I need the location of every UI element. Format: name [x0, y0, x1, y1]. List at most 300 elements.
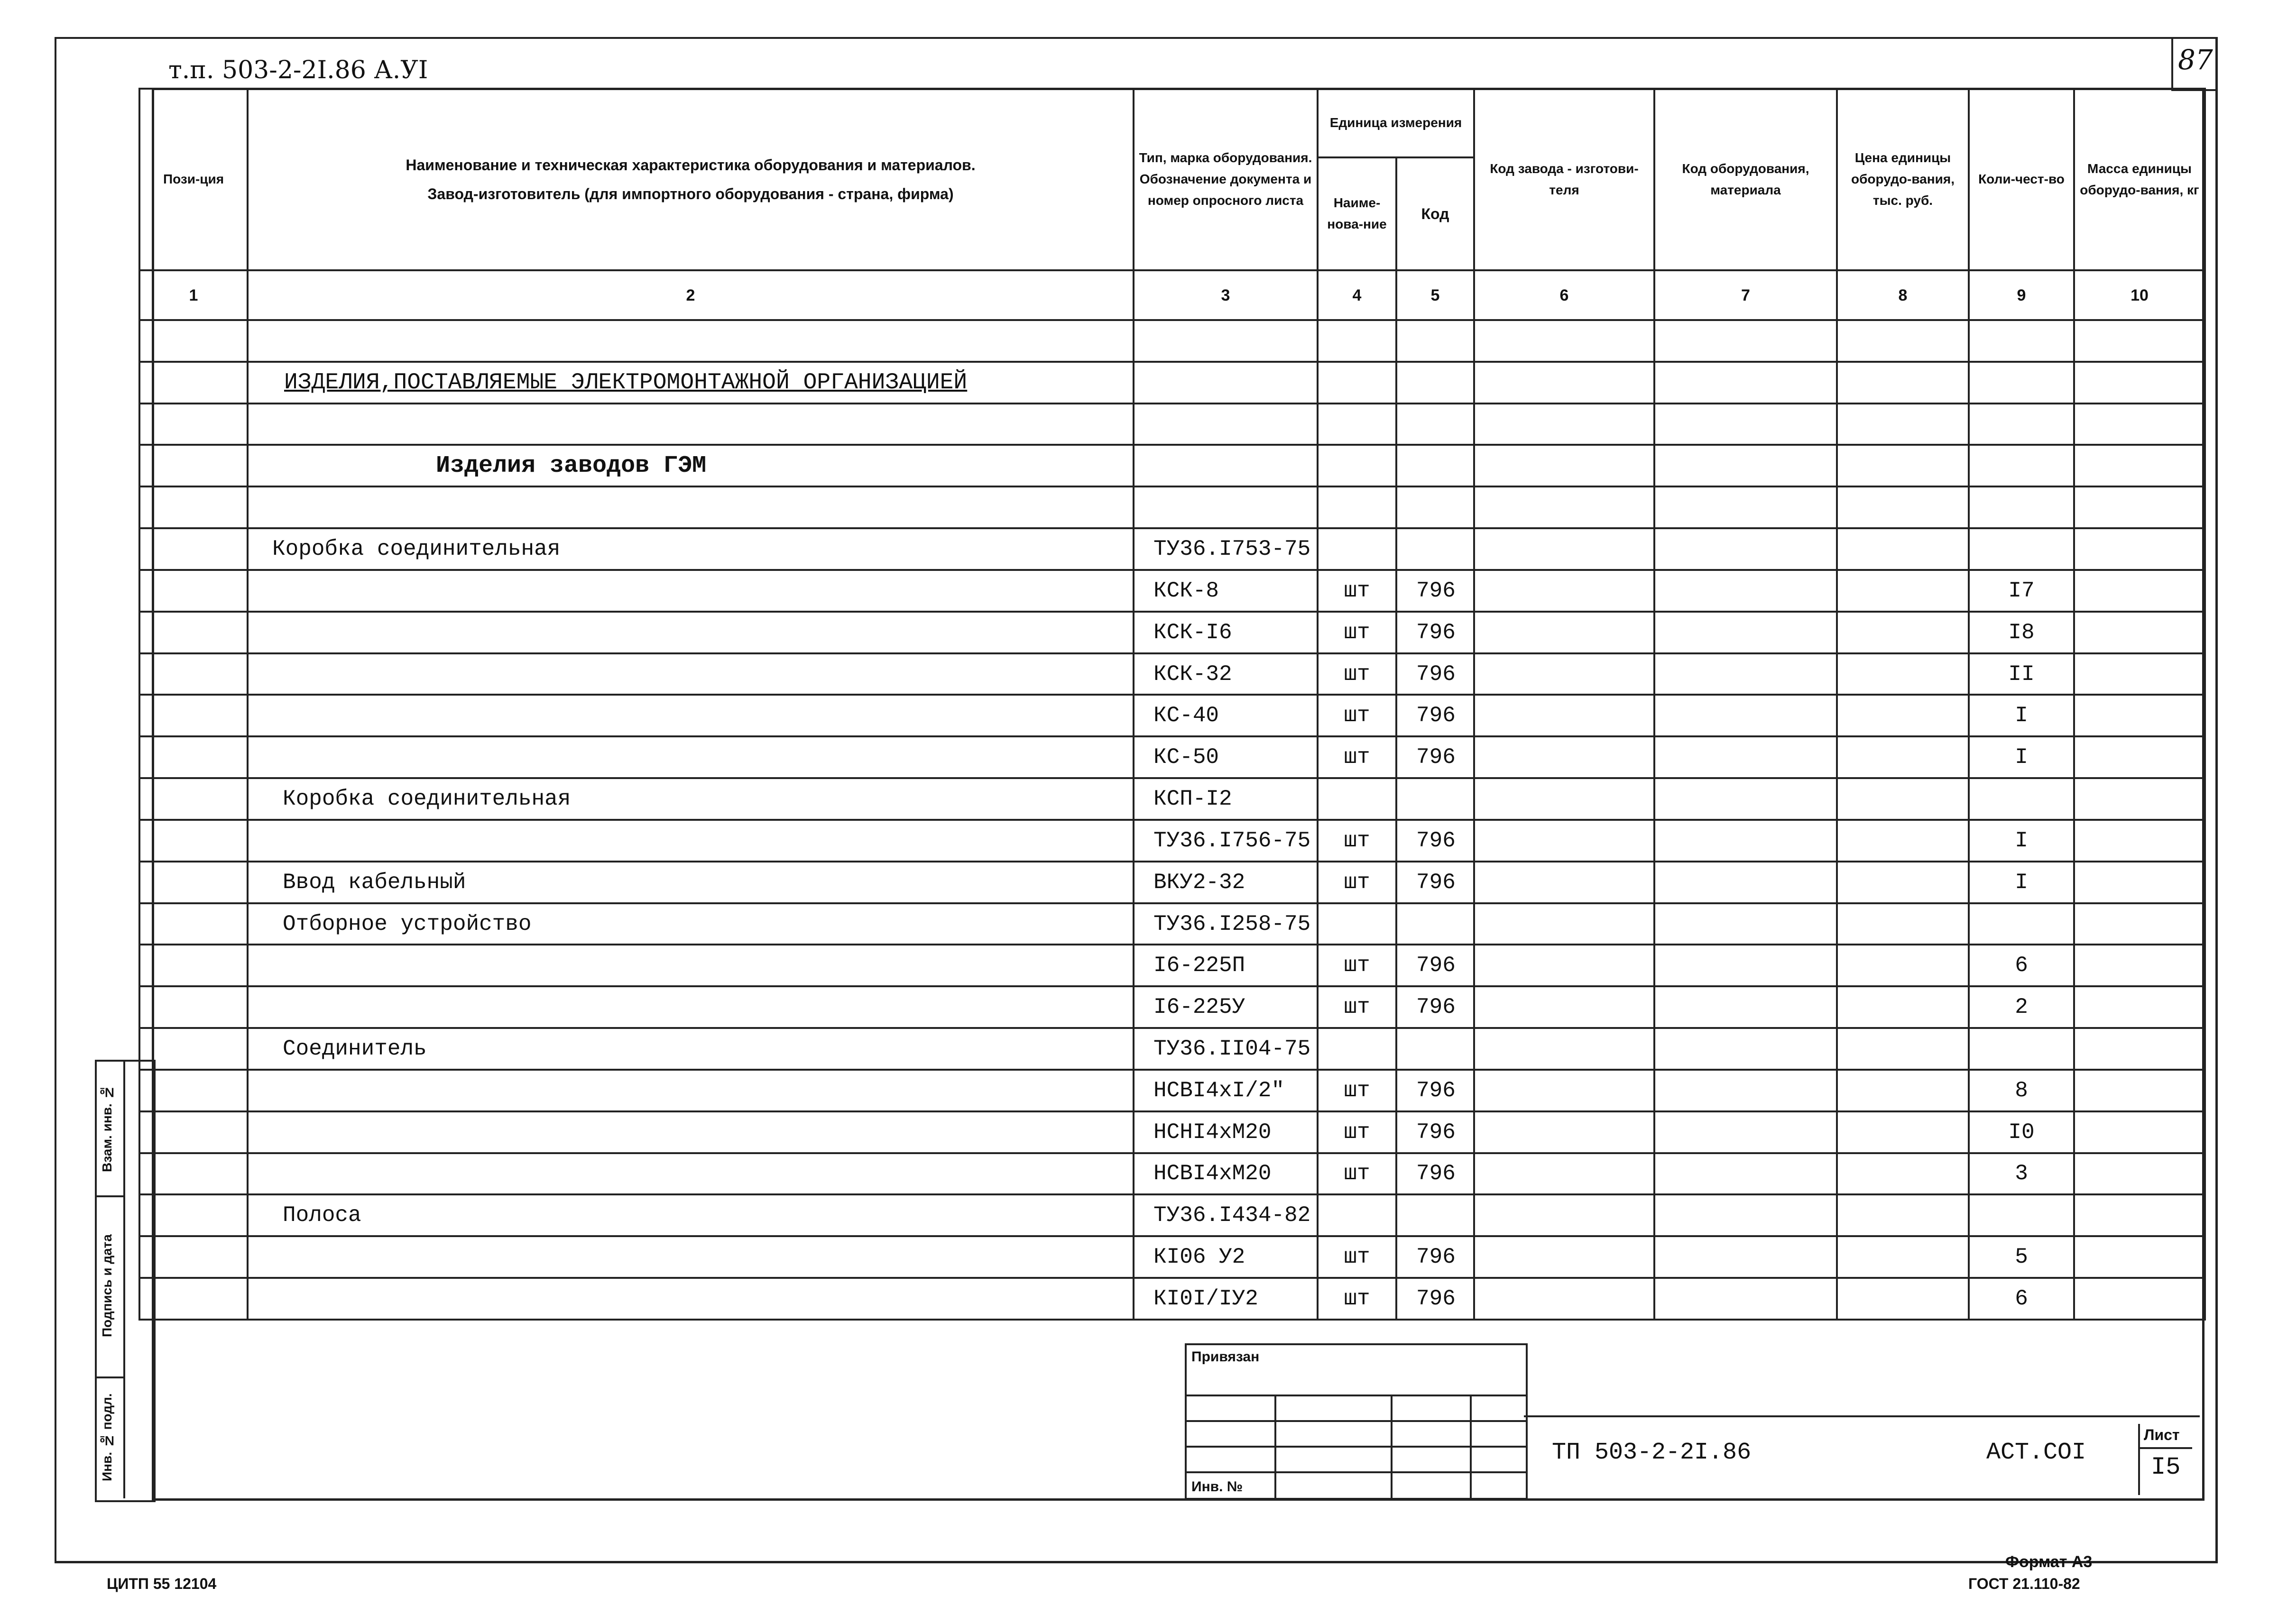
- table-row: [139, 1278, 2205, 1320]
- cell-maker-code: [1474, 1153, 1654, 1195]
- cell-position: [139, 528, 248, 570]
- table-row: [139, 1194, 2205, 1236]
- cell-quantity: [1969, 528, 2074, 570]
- cell-unit: [1318, 778, 1396, 820]
- cell-maker-code: [1474, 695, 1654, 736]
- table-row: [139, 862, 2205, 903]
- cell-maker-code: [1474, 1236, 1654, 1278]
- cell-quantity: [1969, 445, 2074, 486]
- cell-equip-code: [1654, 1194, 1837, 1236]
- cell-position: [139, 445, 248, 486]
- table-row: [139, 362, 2205, 404]
- table-row: [139, 528, 2205, 570]
- table-row: [139, 778, 2205, 820]
- cell-quantity-text: I: [2015, 745, 2028, 770]
- cell-price: [1837, 778, 1969, 820]
- cell-name: [248, 528, 1134, 570]
- cell-unit-code: [1396, 820, 1474, 862]
- cell-quantity-text: 2: [2015, 995, 2028, 1020]
- cell-unit-code: [1396, 1070, 1474, 1111]
- cell-unit-text: шт: [1344, 745, 1370, 770]
- cell-unit: [1318, 404, 1396, 445]
- cell-maker-code: [1474, 1194, 1654, 1236]
- cell-equip-code: [1654, 695, 1837, 736]
- cell-unit: [1318, 1236, 1396, 1278]
- cell-price: [1837, 570, 1969, 612]
- col-number: 6: [1474, 270, 1654, 320]
- cell-type: [1134, 362, 1318, 404]
- cell-maker-code: [1474, 778, 1654, 820]
- cell-unit-code: [1396, 320, 1474, 362]
- cell-unit-text: шт: [1344, 1078, 1370, 1103]
- cell-unit-code-text: 796: [1416, 1161, 1456, 1186]
- cell-mass: [2074, 736, 2205, 778]
- table-row: [139, 736, 2205, 778]
- cell-type: [1134, 903, 1318, 945]
- cell-unit: [1318, 362, 1396, 404]
- cell-equip-code: [1654, 1028, 1837, 1070]
- cell-unit-code-text: 796: [1416, 1286, 1456, 1312]
- cell-mass: [2074, 612, 2205, 653]
- cell-quantity: [1969, 612, 2074, 653]
- cell-equip-code: [1654, 945, 1837, 986]
- cell-quantity-text: 6: [2015, 953, 2028, 978]
- cell-name: [248, 404, 1134, 445]
- cell-type-text: НСНI4хМ20: [1153, 1119, 1272, 1145]
- cell-mass: [2074, 570, 2205, 612]
- cell-mass: [2074, 320, 2205, 362]
- cell-name: [248, 736, 1134, 778]
- cell-type: [1134, 1194, 1318, 1236]
- col-number: 2: [248, 270, 1134, 320]
- cell-name: [248, 945, 1134, 986]
- cell-type: [1134, 1153, 1318, 1195]
- cell-position: [139, 1194, 248, 1236]
- specification-table: [138, 88, 2206, 1321]
- cell-name: [248, 1028, 1134, 1070]
- cell-type: [1134, 320, 1318, 362]
- cell-maker-code: [1474, 945, 1654, 986]
- cell-unit-code: [1396, 1111, 1474, 1153]
- cell-equip-code: [1654, 736, 1837, 778]
- title-block-rule: [1524, 1415, 2200, 1417]
- cell-unit-code: [1396, 612, 1474, 653]
- cell-price: [1837, 945, 1969, 986]
- cell-unit: [1318, 445, 1396, 486]
- cell-name: [248, 903, 1134, 945]
- cell-unit: [1318, 486, 1396, 528]
- cell-mass: [2074, 1111, 2205, 1153]
- cell-type-text: КСК-32: [1153, 661, 1232, 687]
- cell-unit-code: [1396, 695, 1474, 736]
- cell-unit: [1318, 1194, 1396, 1236]
- cell-type: [1134, 862, 1318, 903]
- cell-maker-code: [1474, 1070, 1654, 1111]
- cell-type-text: КI0I/IУ2: [1153, 1286, 1258, 1312]
- cell-position: [139, 862, 248, 903]
- sidebar-orig-inv-label: Инв. № подл.: [100, 1393, 114, 1482]
- cell-unit: [1318, 903, 1396, 945]
- cell-unit-code-text: 796: [1416, 578, 1456, 603]
- cell-unit: [1318, 612, 1396, 653]
- cell-mass: [2074, 903, 2205, 945]
- cell-type-text: КС-40: [1153, 703, 1219, 728]
- cell-price: [1837, 862, 1969, 903]
- cell-name: [248, 445, 1134, 486]
- cell-position: [139, 820, 248, 862]
- stamp-linked-label: Привязан: [1191, 1349, 1260, 1365]
- cell-maker-code: [1474, 445, 1654, 486]
- cell-quantity-text: 5: [2015, 1245, 2028, 1270]
- cell-position: [139, 1153, 248, 1195]
- cell-unit-code-text: 796: [1416, 1078, 1456, 1103]
- cell-unit-code: [1396, 778, 1474, 820]
- cell-name: [248, 1111, 1134, 1153]
- cell-unit-code: [1396, 404, 1474, 445]
- cell-price: [1837, 1194, 1969, 1236]
- col-header-type: Тип, марка оборудования. Обозначение документа и номер опросного листа: [1134, 89, 1318, 270]
- sidebar-sign-date-label: Подпись и дата: [100, 1234, 114, 1338]
- cell-equip-code: [1654, 362, 1837, 404]
- cell-maker-code: [1474, 570, 1654, 612]
- cell-price: [1837, 986, 1969, 1028]
- cell-unit-code: [1396, 445, 1474, 486]
- cell-unit: [1318, 986, 1396, 1028]
- cell-equip-code: [1654, 528, 1837, 570]
- cell-equip-code: [1654, 404, 1837, 445]
- cell-maker-code: [1474, 362, 1654, 404]
- col-header-equip-code: Код оборудования, материала: [1654, 89, 1837, 270]
- cell-quantity: [1969, 736, 2074, 778]
- cell-unit-code-text: 796: [1416, 620, 1456, 645]
- cell-mass: [2074, 1236, 2205, 1278]
- cell-unit-text: шт: [1344, 578, 1370, 603]
- cell-maker-code: [1474, 820, 1654, 862]
- cell-quantity-text: 6: [2015, 1286, 2028, 1312]
- cell-maker-code: [1474, 612, 1654, 653]
- cell-mass: [2074, 862, 2205, 903]
- table-row: [139, 695, 2205, 736]
- cell-type: [1134, 486, 1318, 528]
- cell-mass: [2074, 404, 2205, 445]
- stamp-rule: [1187, 1471, 1526, 1473]
- cell-name: [248, 653, 1134, 695]
- cell-price: [1837, 820, 1969, 862]
- cell-unit-text: шт: [1344, 1245, 1370, 1270]
- sidebar-exchange-label: Взам. инв. №: [100, 1085, 114, 1172]
- page-number: 87: [2178, 44, 2213, 76]
- cell-price: [1837, 1236, 1969, 1278]
- cell-quantity: [1969, 986, 2074, 1028]
- cell-type: [1134, 528, 1318, 570]
- cell-price: [1837, 362, 1969, 404]
- col-number: 3: [1134, 270, 1318, 320]
- cell-equip-code: [1654, 653, 1837, 695]
- table-row: [139, 1236, 2205, 1278]
- cell-maker-code: [1474, 862, 1654, 903]
- cell-mass: [2074, 486, 2205, 528]
- cell-unit-code-text: 796: [1416, 995, 1456, 1020]
- cell-unit-code-text: 796: [1416, 703, 1456, 728]
- cell-type: [1134, 695, 1318, 736]
- cell-price: [1837, 695, 1969, 736]
- table-row: [139, 1153, 2205, 1195]
- cell-name-text: Соединитель: [283, 1036, 427, 1061]
- table-row: [139, 986, 2205, 1028]
- cell-equip-code: [1654, 820, 1837, 862]
- cell-unit-text: шт: [1344, 953, 1370, 978]
- cell-equip-code: [1654, 445, 1837, 486]
- cell-unit: [1318, 1028, 1396, 1070]
- cell-name-text: Ввод кабельный: [283, 870, 466, 895]
- cell-price: [1837, 1028, 1969, 1070]
- cell-position: [139, 612, 248, 653]
- cell-unit-code-text: 796: [1416, 870, 1456, 895]
- cell-type: [1134, 1278, 1318, 1320]
- cell-unit: [1318, 1111, 1396, 1153]
- cell-quantity: [1969, 1028, 2074, 1070]
- cell-unit-text: шт: [1344, 703, 1370, 728]
- cell-quantity-text: I: [2015, 828, 2028, 853]
- cell-equip-code: [1654, 1070, 1837, 1111]
- sidebar-cell: [97, 1062, 125, 1197]
- cell-unit-code: [1396, 1194, 1474, 1236]
- cell-unit-text: шт: [1344, 1286, 1370, 1312]
- cell-type-text: ТУ36.I434-82: [1153, 1203, 1311, 1228]
- table-row: [139, 1111, 2205, 1153]
- table-row: [139, 570, 2205, 612]
- cell-quantity: [1969, 778, 2074, 820]
- cell-quantity: [1969, 862, 2074, 903]
- cell-position: [139, 903, 248, 945]
- cell-quantity: [1969, 903, 2074, 945]
- cell-equip-code: [1654, 986, 1837, 1028]
- cell-position: [139, 653, 248, 695]
- cell-name-text: Отборное устройство: [283, 911, 532, 936]
- cell-name-text: ИЗДЕЛИЯ,ПОСТАВЛЯЕМЫЕ ЭЛЕКТРОМОНТАЖНОЙ ОРГАНИЗАЦИЕЙ: [284, 369, 968, 395]
- cell-unit-code: [1396, 903, 1474, 945]
- cell-type: [1134, 1028, 1318, 1070]
- cell-position: [139, 1278, 248, 1320]
- cell-name: [248, 570, 1134, 612]
- cell-unit-code: [1396, 1236, 1474, 1278]
- footer-format: Формат А3: [2005, 1553, 2093, 1571]
- cell-unit-code: [1396, 736, 1474, 778]
- cell-quantity: [1969, 945, 2074, 986]
- table-row: [139, 486, 2205, 528]
- cell-price: [1837, 1111, 1969, 1153]
- col-number: 1: [139, 270, 248, 320]
- cell-maker-code: [1474, 736, 1654, 778]
- cell-unit-code: [1396, 570, 1474, 612]
- cell-name: [248, 486, 1134, 528]
- cell-quantity-text: II: [2008, 661, 2035, 687]
- cell-unit-code: [1396, 1153, 1474, 1195]
- stamp-rule: [1187, 1420, 1526, 1422]
- table-body: [139, 320, 2205, 1320]
- cell-quantity: [1969, 362, 2074, 404]
- cell-unit-code-text: 796: [1416, 953, 1456, 978]
- cell-mass: [2074, 1070, 2205, 1111]
- cell-name: [248, 362, 1134, 404]
- cell-type-text: ВКУ2-32: [1153, 870, 1245, 895]
- col-number: 8: [1837, 270, 1969, 320]
- cell-name: [248, 1236, 1134, 1278]
- cell-price: [1837, 404, 1969, 445]
- cell-unit-code-text: 796: [1416, 828, 1456, 853]
- table-row: [139, 903, 2205, 945]
- cell-position: [139, 1236, 248, 1278]
- stamp-rule: [1187, 1446, 1526, 1448]
- cell-type-text: ТУ36.II04-75: [1153, 1036, 1311, 1061]
- cell-quantity: [1969, 570, 2074, 612]
- cell-position: [139, 1070, 248, 1111]
- cell-type: [1134, 404, 1318, 445]
- cell-type: [1134, 820, 1318, 862]
- cell-price: [1837, 445, 1969, 486]
- cell-name: [248, 612, 1134, 653]
- cell-unit: [1318, 862, 1396, 903]
- table-row: [139, 945, 2205, 986]
- cell-quantity: [1969, 1236, 2074, 1278]
- cell-unit: [1318, 695, 1396, 736]
- cell-name: [248, 778, 1134, 820]
- stamp-divider: [1274, 1395, 1276, 1498]
- title-block-sheet-code: АСТ.СОI: [1986, 1439, 2086, 1466]
- cell-unit-code: [1396, 1028, 1474, 1070]
- table-row: [139, 612, 2205, 653]
- cell-type: [1134, 570, 1318, 612]
- col-header-maker-code: Код завода - изготови-теля: [1474, 89, 1654, 270]
- cell-maker-code: [1474, 1028, 1654, 1070]
- cell-mass: [2074, 778, 2205, 820]
- cell-unit: [1318, 736, 1396, 778]
- footer-standard: ГОСТ 21.110-82: [1968, 1575, 2080, 1592]
- cell-position: [139, 486, 248, 528]
- cell-mass: [2074, 1028, 2205, 1070]
- table-row: [139, 653, 2205, 695]
- cell-name: [248, 1070, 1134, 1111]
- cell-type: [1134, 612, 1318, 653]
- cell-equip-code: [1654, 862, 1837, 903]
- cell-position: [139, 1028, 248, 1070]
- cell-unit-text: шт: [1344, 1119, 1370, 1145]
- stamp-divider: [1391, 1395, 1393, 1498]
- col-number: 7: [1654, 270, 1837, 320]
- cell-type: [1134, 986, 1318, 1028]
- cell-unit-code: [1396, 653, 1474, 695]
- cell-type-text: I6-225У: [1153, 995, 1245, 1020]
- cell-maker-code: [1474, 903, 1654, 945]
- cell-mass: [2074, 362, 2205, 404]
- col-header-name-line2: Завод-изготовитель (для импортного оборудования - страна, фирма): [427, 185, 954, 202]
- cell-type-text: I6-225П: [1153, 953, 1245, 978]
- cell-maker-code: [1474, 486, 1654, 528]
- cell-unit: [1318, 1070, 1396, 1111]
- cell-price: [1837, 320, 1969, 362]
- cell-quantity: [1969, 820, 2074, 862]
- cell-unit: [1318, 528, 1396, 570]
- cell-unit-text: шт: [1344, 661, 1370, 687]
- col-number: 9: [1969, 270, 2074, 320]
- cell-quantity: [1969, 1111, 2074, 1153]
- cell-quantity: [1969, 404, 2074, 445]
- cell-name: [248, 1194, 1134, 1236]
- cell-maker-code: [1474, 404, 1654, 445]
- cell-equip-code: [1654, 778, 1837, 820]
- sheet-number: I5: [2151, 1453, 2181, 1481]
- cell-type-text: КСК-I6: [1153, 620, 1232, 645]
- cell-quantity-text: I8: [2008, 620, 2035, 645]
- cell-price: [1837, 528, 1969, 570]
- cell-type: [1134, 1111, 1318, 1153]
- cell-type-text: КСК-8: [1153, 578, 1219, 603]
- cell-position: [139, 320, 248, 362]
- cell-type: [1134, 1070, 1318, 1111]
- cell-unit-code: [1396, 528, 1474, 570]
- cell-mass: [2074, 528, 2205, 570]
- col-number: 4: [1318, 270, 1396, 320]
- cell-mass: [2074, 653, 2205, 695]
- cell-mass: [2074, 945, 2205, 986]
- table-row: [139, 1070, 2205, 1111]
- cell-price: [1837, 1278, 1969, 1320]
- cell-unit-code-text: 796: [1416, 745, 1456, 770]
- cell-unit-code: [1396, 486, 1474, 528]
- cell-quantity: [1969, 653, 2074, 695]
- cell-type: [1134, 945, 1318, 986]
- col-header-unit-name: Наиме-нова-ние: [1318, 157, 1396, 270]
- cell-position: [139, 362, 248, 404]
- cell-mass: [2074, 986, 2205, 1028]
- cell-quantity: [1969, 1070, 2074, 1111]
- cell-unit-text: шт: [1344, 870, 1370, 895]
- cell-equip-code: [1654, 1278, 1837, 1320]
- stamp-inv-label: Инв. №: [1191, 1479, 1243, 1495]
- cell-maker-code: [1474, 986, 1654, 1028]
- cell-equip-code: [1654, 570, 1837, 612]
- cell-unit-code-text: 796: [1416, 661, 1456, 687]
- col-number: 10: [2074, 270, 2205, 320]
- cell-equip-code: [1654, 320, 1837, 362]
- cell-unit: [1318, 1153, 1396, 1195]
- cell-type: [1134, 1236, 1318, 1278]
- cell-quantity-text: I7: [2008, 578, 2035, 603]
- cell-name-text: Полоса: [283, 1203, 361, 1228]
- cell-position: [139, 736, 248, 778]
- cell-equip-code: [1654, 1153, 1837, 1195]
- cell-equip-code: [1654, 486, 1837, 528]
- approval-sidebar: [95, 1060, 156, 1502]
- cell-position: [139, 1111, 248, 1153]
- cell-position: [139, 986, 248, 1028]
- cell-name-text: Коробка соединительная: [283, 787, 571, 812]
- cell-type-text: КС-50: [1153, 745, 1219, 770]
- cell-maker-code: [1474, 528, 1654, 570]
- cell-quantity: [1969, 486, 2074, 528]
- table-row: [139, 1028, 2205, 1070]
- document-code: т.п. 503-2-2I.86 А.УI: [168, 56, 428, 84]
- cell-unit-code-text: 796: [1416, 1119, 1456, 1145]
- cell-position: [139, 570, 248, 612]
- cell-quantity-text: I: [2015, 870, 2028, 895]
- footer-print-code: ЦИТП 55 12104: [107, 1575, 217, 1592]
- cell-unit-text: шт: [1344, 1161, 1370, 1186]
- col-header-unit-code: Код: [1396, 157, 1474, 270]
- col-header-position: Пози-ция: [139, 89, 248, 270]
- cell-type-text: ТУ36.I258-75: [1153, 911, 1311, 936]
- col-header-price: Цена единицы оборудо-вания, тыс. руб.: [1837, 89, 1969, 270]
